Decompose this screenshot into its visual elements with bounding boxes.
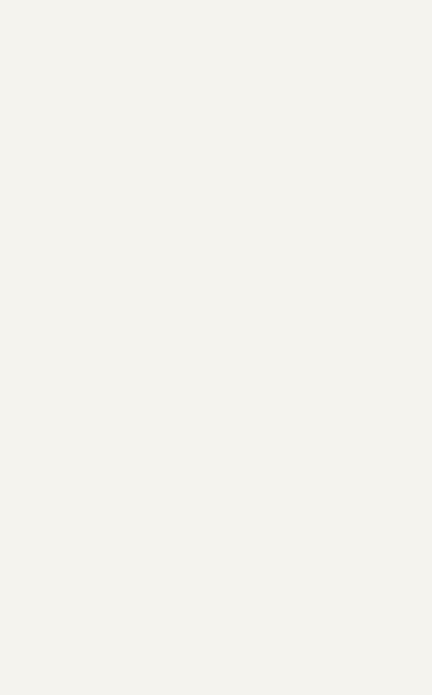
boom-range-diagram	[0, 60, 432, 380]
header-without-outriggers	[205, 463, 274, 478]
header-radius	[32, 463, 205, 478]
capacities-table	[32, 463, 412, 478]
table-header-row	[32, 463, 412, 478]
header-over-side	[274, 463, 343, 478]
header-with-outriggers	[343, 463, 412, 478]
